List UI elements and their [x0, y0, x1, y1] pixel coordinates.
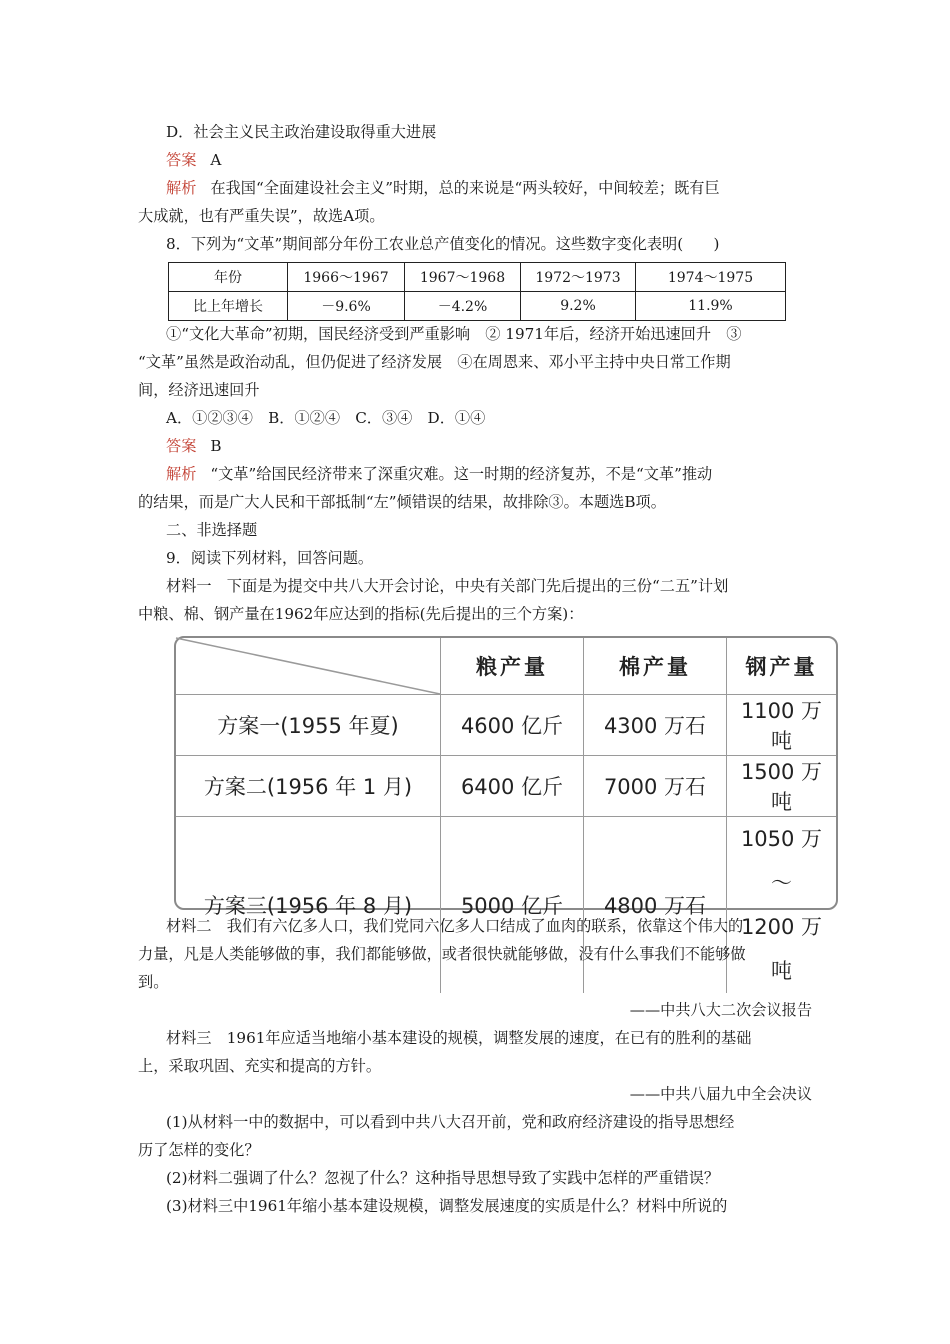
answer-value: B [210, 437, 222, 455]
q8-table [168, 262, 786, 321]
subquestion-1-line-1: (1)从材料一中的数据中，可以看到中共八大召开前，党和政府经济建设的指导思想经 [166, 1113, 735, 1131]
q9-stem: 9．阅读下列材料，回答问题。 [166, 549, 374, 567]
table-row: 比上年增长 －9.6% －4.2% 9.2% 11.9% [169, 292, 786, 321]
q8-stem: 8．下列为“文革”期间部分年份工农业总产值变化的情况。这些数字变化表明( ) [166, 235, 720, 253]
q8-answer [166, 436, 222, 456]
answer-label: 答案 [166, 151, 197, 169]
material-3-line-2: 上，采取巩固、充实和提高的方针。 [138, 1057, 381, 1075]
table-row: 方案一(1955 年夏) 4600 亿斤 4300 万石 1100 万吨 [176, 695, 836, 756]
column-header: 粮产量 [441, 638, 584, 695]
answer-value: A [210, 151, 222, 169]
q8-items-line-2: “文革”虽然是政治动乱，但仍促进了经济发展 ④在周恩来、邓小平主持中央日常工作期 [138, 353, 731, 371]
table-header-row [176, 638, 836, 695]
q8-analysis-line-2: 的结果，而是广大人民和干部抵制“左”倾错误的结果，故排除③。本题选B项。 [138, 493, 666, 511]
q8-items-line-3: 间，经济迅速回升 [138, 381, 260, 399]
analysis-label: 解析 [166, 465, 197, 483]
analysis-label: 解析 [166, 179, 197, 197]
plan-table [176, 638, 836, 993]
diagonal-header-cell [176, 638, 441, 695]
q8-options: A．①②③④ B．①②④ C．③④ D．①④ [166, 409, 486, 427]
subquestion-1-line-2: 历了怎样的变化？ [138, 1141, 260, 1159]
material-2-source: ——中共八大二次会议报告 [629, 1001, 812, 1019]
q7-analysis-line-2: 大成就，也有严重失误”，故选A项。 [138, 207, 385, 225]
q8-analysis-line-1: 解析 “文革”给国民经济带来了深重灾难。这一时期的经济复苏，不是“文革”推动 [166, 465, 713, 483]
material-2-line-1: 材料二 我们有六亿多人口，我们党同六亿多人口结成了血肉的联系，依靠这个伟大的 [166, 917, 744, 935]
table-row: 方案三(1956 年 8 月) 5000 亿斤 4800 万石 1050 万～ 1200 万吨 [176, 817, 836, 994]
q7-analysis-line-1: 解析 在我国“全面建设社会主义”时期，总的来说是“两头较好，中间较差；既有巨 [166, 179, 720, 197]
column-header: 棉产量 [584, 638, 727, 695]
q8-items-line-1: ①“文化大革命”初期，国民经济受到严重影响 ② 1971年后，经济开始迅速回升 ③ [166, 325, 742, 343]
section-heading: 二、非选择题 [166, 521, 258, 539]
column-header: 钢产量 [727, 638, 837, 695]
table-row: 方案二(1956 年 1 月) 6400 亿斤 7000 万石 1500 万吨 [176, 756, 836, 817]
material-1-line-1: 材料一 下面是为提交中共八大开会讨论，中央有关部门先后提出的三份“二五”计划 [166, 577, 729, 595]
subquestion-3: (3)材料三中1961年缩小基本建设规模，调整发展速度的实质是什么？材料中所说的 [166, 1197, 728, 1215]
table-row: 年份 1966～1967 1967～1968 1972～1973 1974～1975 [169, 263, 786, 292]
subquestion-2: (2)材料二强调了什么？忽视了什么？这种指导思想导致了实践中怎样的严重错误？ [166, 1169, 720, 1187]
material-2-line-2: 力量，凡是人类能够做的事，我们都能够做，或者很快就能够做，没有什么事我们不能够做 [138, 945, 746, 963]
material-1-line-2: 中粮、棉、钢产量在1962年应达到的指标(先后提出的三个方案)： [138, 605, 584, 623]
q7-option-d: D．社会主义民主政治建设取得重大进展 [166, 123, 437, 141]
material-2-line-3: 到。 [138, 973, 169, 991]
q7-answer [166, 150, 221, 170]
material-3-line-1: 材料三 1961年应适当地缩小基本建设的规模，调整发展的速度，在已有的胜利的基础 [166, 1029, 752, 1047]
material-3-source: ——中共八届九中全会决议 [629, 1085, 812, 1103]
answer-label: 答案 [166, 437, 197, 455]
